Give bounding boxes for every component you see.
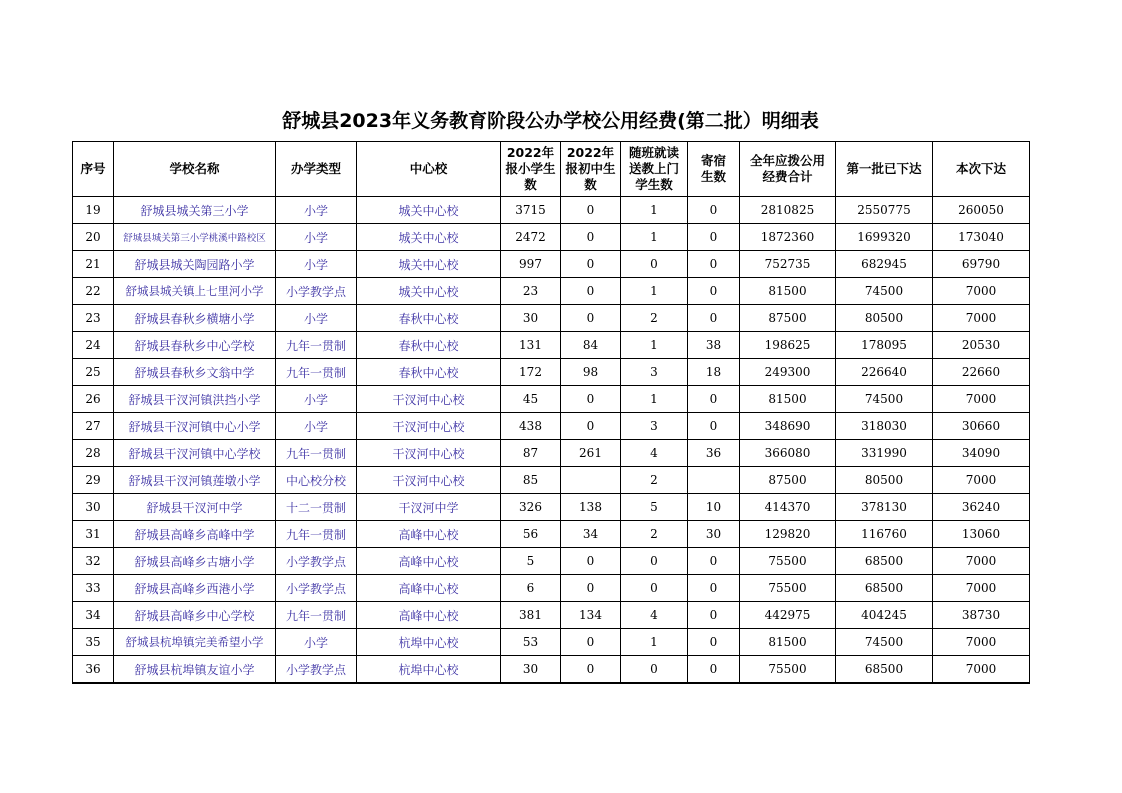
row-junior: 0 — [561, 224, 621, 251]
row-center: 干汊河中心校 — [357, 386, 501, 413]
row-school: 舒城县城关第三小学桃溪中路校区 — [114, 224, 276, 251]
row-boarding: 0 — [688, 413, 740, 440]
row-escort: 0 — [621, 656, 688, 684]
row-current: 30660 — [933, 413, 1030, 440]
row-center: 干汊河中心校 — [357, 467, 501, 494]
row-current: 20530 — [933, 332, 1030, 359]
row-junior: 98 — [561, 359, 621, 386]
row-escort: 2 — [621, 467, 688, 494]
row-seq: 19 — [73, 197, 114, 224]
row-boarding: 0 — [688, 278, 740, 305]
row-seq: 29 — [73, 467, 114, 494]
row-seq: 32 — [73, 548, 114, 575]
row-current: 7000 — [933, 278, 1030, 305]
header-total: 全年应拨公用经费合计 — [740, 142, 836, 197]
row-total: 198625 — [740, 332, 836, 359]
row-first: 74500 — [836, 629, 933, 656]
row-junior: 0 — [561, 413, 621, 440]
row-boarding: 0 — [688, 251, 740, 278]
row-school: 舒城县春秋乡中心学校 — [114, 332, 276, 359]
row-primary: 53 — [501, 629, 561, 656]
row-type: 小学 — [276, 251, 357, 278]
row-seq: 24 — [73, 332, 114, 359]
row-boarding — [688, 467, 740, 494]
row-boarding: 36 — [688, 440, 740, 467]
row-primary: 5 — [501, 548, 561, 575]
row-first: 1699320 — [836, 224, 933, 251]
row-type: 九年一贯制 — [276, 359, 357, 386]
row-current: 7000 — [933, 548, 1030, 575]
row-type: 小学 — [276, 197, 357, 224]
row-center: 城关中心校 — [357, 197, 501, 224]
row-junior: 0 — [561, 386, 621, 413]
row-boarding: 0 — [688, 224, 740, 251]
row-seq: 34 — [73, 602, 114, 629]
table-row — [73, 440, 1030, 467]
row-school: 舒城县城关镇上七里河小学 — [114, 278, 276, 305]
row-primary: 23 — [501, 278, 561, 305]
row-boarding: 10 — [688, 494, 740, 521]
row-junior: 0 — [561, 197, 621, 224]
row-current: 260050 — [933, 197, 1030, 224]
row-center: 高峰中心校 — [357, 521, 501, 548]
row-escort: 4 — [621, 440, 688, 467]
row-center: 春秋中心校 — [357, 305, 501, 332]
row-junior: 0 — [561, 305, 621, 332]
table-row — [73, 629, 1030, 656]
row-current: 7000 — [933, 575, 1030, 602]
row-junior: 0 — [561, 656, 621, 684]
row-seq: 23 — [73, 305, 114, 332]
row-current: 38730 — [933, 602, 1030, 629]
row-school: 舒城县干汊河镇中心学校 — [114, 440, 276, 467]
row-seq: 25 — [73, 359, 114, 386]
row-boarding: 0 — [688, 386, 740, 413]
row-first: 68500 — [836, 548, 933, 575]
row-first: 682945 — [836, 251, 933, 278]
table-row — [73, 467, 1030, 494]
row-type: 九年一贯制 — [276, 332, 357, 359]
row-school: 舒城县高峰乡中心学校 — [114, 602, 276, 629]
row-primary: 3715 — [501, 197, 561, 224]
row-junior: 134 — [561, 602, 621, 629]
row-boarding: 38 — [688, 332, 740, 359]
row-center: 杭埠中心校 — [357, 629, 501, 656]
header-row — [73, 142, 1030, 197]
header-escort: 随班就读送教上门学生数 — [621, 142, 688, 197]
row-center: 城关中心校 — [357, 278, 501, 305]
row-center: 干汊河中心校 — [357, 440, 501, 467]
row-total: 414370 — [740, 494, 836, 521]
row-first: 331990 — [836, 440, 933, 467]
row-first: 74500 — [836, 386, 933, 413]
header-school: 学校名称 — [114, 142, 276, 197]
row-center: 高峰中心校 — [357, 548, 501, 575]
row-escort: 1 — [621, 386, 688, 413]
table-row — [73, 278, 1030, 305]
row-type: 小学 — [276, 629, 357, 656]
table-row — [73, 656, 1030, 684]
row-current: 69790 — [933, 251, 1030, 278]
row-first: 116760 — [836, 521, 933, 548]
row-primary: 326 — [501, 494, 561, 521]
row-type: 小学教学点 — [276, 548, 357, 575]
table-row — [73, 386, 1030, 413]
table-row — [73, 413, 1030, 440]
row-seq: 21 — [73, 251, 114, 278]
header-seq: 序号 — [73, 142, 114, 197]
header-center: 中心校 — [357, 142, 501, 197]
row-junior: 0 — [561, 251, 621, 278]
row-primary: 30 — [501, 656, 561, 684]
row-school: 舒城县干汊河镇洪挡小学 — [114, 386, 276, 413]
row-boarding: 0 — [688, 602, 740, 629]
row-school: 舒城县杭埠镇完美希望小学 — [114, 629, 276, 656]
row-seq: 20 — [73, 224, 114, 251]
table-row — [73, 575, 1030, 602]
row-first: 74500 — [836, 278, 933, 305]
row-primary: 6 — [501, 575, 561, 602]
row-seq: 31 — [73, 521, 114, 548]
row-total: 129820 — [740, 521, 836, 548]
row-escort: 3 — [621, 413, 688, 440]
row-escort: 1 — [621, 332, 688, 359]
row-first: 68500 — [836, 656, 933, 684]
row-center: 城关中心校 — [357, 224, 501, 251]
row-boarding: 0 — [688, 548, 740, 575]
row-seq: 28 — [73, 440, 114, 467]
row-first: 80500 — [836, 467, 933, 494]
row-first: 2550775 — [836, 197, 933, 224]
row-primary: 85 — [501, 467, 561, 494]
row-escort: 0 — [621, 575, 688, 602]
row-escort: 1 — [621, 197, 688, 224]
row-junior: 0 — [561, 575, 621, 602]
row-current: 7000 — [933, 629, 1030, 656]
row-junior — [561, 467, 621, 494]
row-type: 小学教学点 — [276, 575, 357, 602]
row-seq: 22 — [73, 278, 114, 305]
row-total: 249300 — [740, 359, 836, 386]
row-center: 高峰中心校 — [357, 575, 501, 602]
row-center: 干汊河中学 — [357, 494, 501, 521]
row-first: 178095 — [836, 332, 933, 359]
row-current: 34090 — [933, 440, 1030, 467]
row-total: 752735 — [740, 251, 836, 278]
row-school: 舒城县干汊河镇中心小学 — [114, 413, 276, 440]
row-total: 87500 — [740, 467, 836, 494]
row-school: 舒城县高峰乡古塘小学 — [114, 548, 276, 575]
row-primary: 131 — [501, 332, 561, 359]
table-row — [73, 332, 1030, 359]
row-first: 80500 — [836, 305, 933, 332]
row-junior: 84 — [561, 332, 621, 359]
header-type: 办学类型 — [276, 142, 357, 197]
row-center: 杭埠中心校 — [357, 656, 501, 684]
row-current: 7000 — [933, 305, 1030, 332]
row-escort: 0 — [621, 548, 688, 575]
table-row — [73, 602, 1030, 629]
row-total: 75500 — [740, 575, 836, 602]
row-escort: 5 — [621, 494, 688, 521]
row-escort: 0 — [621, 251, 688, 278]
header-junior: 2022年报初中生数 — [561, 142, 621, 197]
row-current: 7000 — [933, 467, 1030, 494]
row-total: 366080 — [740, 440, 836, 467]
row-escort: 2 — [621, 305, 688, 332]
row-school: 舒城县干汊河中学 — [114, 494, 276, 521]
row-center: 城关中心校 — [357, 251, 501, 278]
header-boarding: 寄宿生数 — [688, 142, 740, 197]
row-type: 九年一贯制 — [276, 602, 357, 629]
table-row — [73, 359, 1030, 386]
row-school: 舒城县城关第三小学 — [114, 197, 276, 224]
row-boarding: 0 — [688, 197, 740, 224]
row-seq: 26 — [73, 386, 114, 413]
row-current: 22660 — [933, 359, 1030, 386]
row-total: 1872360 — [740, 224, 836, 251]
row-boarding: 30 — [688, 521, 740, 548]
row-type: 小学教学点 — [276, 278, 357, 305]
row-escort: 2 — [621, 521, 688, 548]
row-center: 春秋中心校 — [357, 359, 501, 386]
funding-table — [72, 141, 1030, 684]
row-boarding: 0 — [688, 656, 740, 684]
row-first: 404245 — [836, 602, 933, 629]
row-seq: 30 — [73, 494, 114, 521]
table-row — [73, 224, 1030, 251]
row-current: 13060 — [933, 521, 1030, 548]
row-boarding: 18 — [688, 359, 740, 386]
row-school: 舒城县城关陶园路小学 — [114, 251, 276, 278]
row-school: 舒城县高峰乡西港小学 — [114, 575, 276, 602]
row-type: 中心校分校 — [276, 467, 357, 494]
row-school: 舒城县春秋乡文翁中学 — [114, 359, 276, 386]
row-current: 7000 — [933, 656, 1030, 684]
page-title: 舒城县2023年义务教育阶段公办学校公用经费(第二批）明细表 — [282, 110, 819, 132]
table-row — [73, 197, 1030, 224]
row-first: 318030 — [836, 413, 933, 440]
header-primary: 2022年报小学生数 — [501, 142, 561, 197]
row-first: 378130 — [836, 494, 933, 521]
row-primary: 381 — [501, 602, 561, 629]
row-school: 舒城县干汊河镇莲墩小学 — [114, 467, 276, 494]
row-type: 小学 — [276, 224, 357, 251]
row-total: 81500 — [740, 386, 836, 413]
row-primary: 87 — [501, 440, 561, 467]
row-current: 173040 — [933, 224, 1030, 251]
row-boarding: 0 — [688, 305, 740, 332]
row-junior: 34 — [561, 521, 621, 548]
row-primary: 2472 — [501, 224, 561, 251]
row-type: 小学 — [276, 386, 357, 413]
row-primary: 45 — [501, 386, 561, 413]
row-school: 舒城县春秋乡横塘小学 — [114, 305, 276, 332]
row-escort: 3 — [621, 359, 688, 386]
row-junior: 138 — [561, 494, 621, 521]
row-type: 十二一贯制 — [276, 494, 357, 521]
row-primary: 56 — [501, 521, 561, 548]
row-current: 7000 — [933, 386, 1030, 413]
row-junior: 0 — [561, 278, 621, 305]
row-total: 442975 — [740, 602, 836, 629]
row-total: 87500 — [740, 305, 836, 332]
row-boarding: 0 — [688, 629, 740, 656]
row-total: 75500 — [740, 656, 836, 684]
row-escort: 1 — [621, 278, 688, 305]
row-school: 舒城县杭埠镇友谊小学 — [114, 656, 276, 684]
row-type: 小学 — [276, 305, 357, 332]
table-row — [73, 251, 1030, 278]
header-current: 本次下达 — [933, 142, 1030, 197]
row-escort: 4 — [621, 602, 688, 629]
row-primary: 438 — [501, 413, 561, 440]
header-first: 第一批已下达 — [836, 142, 933, 197]
row-total: 81500 — [740, 629, 836, 656]
row-type: 九年一贯制 — [276, 521, 357, 548]
row-center: 高峰中心校 — [357, 602, 501, 629]
row-seq: 36 — [73, 656, 114, 684]
row-escort: 1 — [621, 224, 688, 251]
row-first: 68500 — [836, 575, 933, 602]
row-seq: 27 — [73, 413, 114, 440]
row-total: 2810825 — [740, 197, 836, 224]
row-junior: 0 — [561, 629, 621, 656]
row-total: 75500 — [740, 548, 836, 575]
row-type: 小学教学点 — [276, 656, 357, 684]
row-total: 348690 — [740, 413, 836, 440]
row-junior: 0 — [561, 548, 621, 575]
row-junior: 261 — [561, 440, 621, 467]
row-total: 81500 — [740, 278, 836, 305]
table-row — [73, 548, 1030, 575]
row-first: 226640 — [836, 359, 933, 386]
row-primary: 997 — [501, 251, 561, 278]
row-center: 春秋中心校 — [357, 332, 501, 359]
row-primary: 30 — [501, 305, 561, 332]
row-type: 九年一贯制 — [276, 440, 357, 467]
row-boarding: 0 — [688, 575, 740, 602]
row-type: 小学 — [276, 413, 357, 440]
row-seq: 33 — [73, 575, 114, 602]
row-current: 36240 — [933, 494, 1030, 521]
row-primary: 172 — [501, 359, 561, 386]
row-center: 干汊河中心校 — [357, 413, 501, 440]
row-seq: 35 — [73, 629, 114, 656]
table-row — [73, 521, 1030, 548]
row-escort: 1 — [621, 629, 688, 656]
table-row — [73, 305, 1030, 332]
table-row — [73, 494, 1030, 521]
row-school: 舒城县高峰乡高峰中学 — [114, 521, 276, 548]
